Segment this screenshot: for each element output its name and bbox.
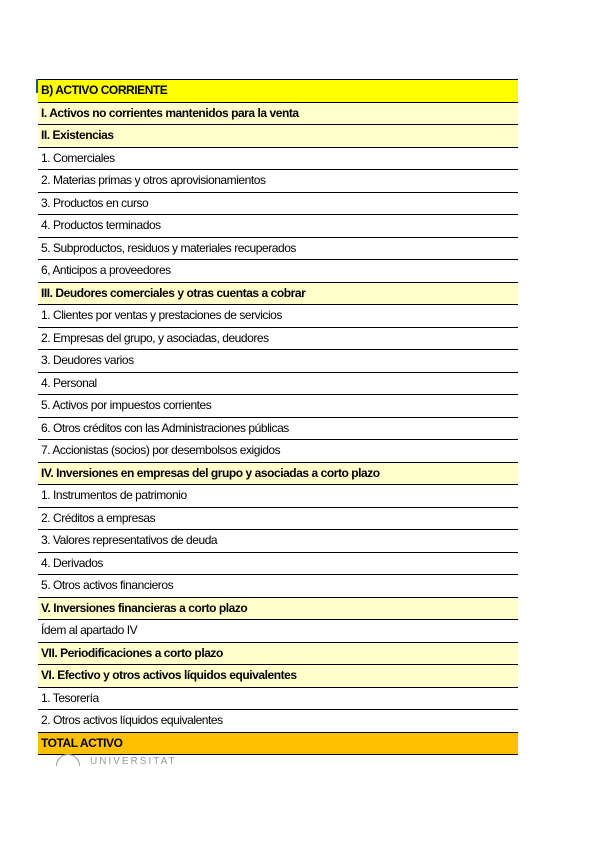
section-row: III. Deudores comerciales y otras cuentas a cobrar xyxy=(38,283,518,306)
item-row: 4. Productos terminados xyxy=(38,215,518,238)
university-seal-icon xyxy=(56,754,80,766)
section-row: II. Existencias xyxy=(38,125,518,148)
item-row: 5. Subproductos, residuos y materiales recuperados xyxy=(38,238,518,261)
item-row: Ídem al apartado IV xyxy=(38,620,518,643)
total-row: TOTAL ACTIVO xyxy=(38,733,518,756)
item-row: 2. Otros activos líquidos equivalentes xyxy=(38,710,518,733)
item-row: 4. Derivados xyxy=(38,553,518,576)
item-row: 1. Comerciales xyxy=(38,148,518,171)
footer-university-text: UNIVERSITAT xyxy=(90,756,177,766)
item-row: 5. Activos por impuestos corrientes xyxy=(38,395,518,418)
balance-sheet-table xyxy=(38,79,518,755)
item-row: 3. Deudores varios xyxy=(38,350,518,373)
item-row: 5. Otros activos financieros xyxy=(38,575,518,598)
section-row: I. Activos no corrientes mantenidos para la venta xyxy=(38,103,518,126)
section-row: VII. Periodificaciones a corto plazo xyxy=(38,643,518,666)
item-row: 3. Valores representativos de deuda xyxy=(38,530,518,553)
item-row: 2. Créditos a empresas xyxy=(38,508,518,531)
item-row: 3. Productos en curso xyxy=(38,193,518,216)
item-row: 4. Personal xyxy=(38,373,518,396)
item-row: 2. Materias primas y otros aprovisionamientos xyxy=(38,170,518,193)
table-header-row: B) ACTIVO CORRIENTE xyxy=(38,80,518,103)
item-row: 7. Accionistas (socios) por desembolsos exigidos xyxy=(38,440,518,463)
section-row: IV. Inversiones en empresas del grupo y asociadas a corto plazo xyxy=(38,463,518,486)
item-row: 1. Clientes por ventas y prestaciones de servicios xyxy=(38,305,518,328)
item-row: 2. Empresas del grupo, y asociadas, deudores xyxy=(38,328,518,351)
item-row: 6. Otros créditos con las Administraciones públicas xyxy=(38,418,518,441)
item-row: 1. Tesorería xyxy=(38,688,518,711)
item-row: 6, Anticipos a proveedores xyxy=(38,260,518,283)
section-row: V. Inversiones financieras a corto plazo xyxy=(38,598,518,621)
section-row: VI. Efectivo y otros activos líquidos equivalentes xyxy=(38,665,518,688)
footer-logo-area xyxy=(50,752,270,766)
item-row: 1. Instrumentos de patrimonio xyxy=(38,485,518,508)
